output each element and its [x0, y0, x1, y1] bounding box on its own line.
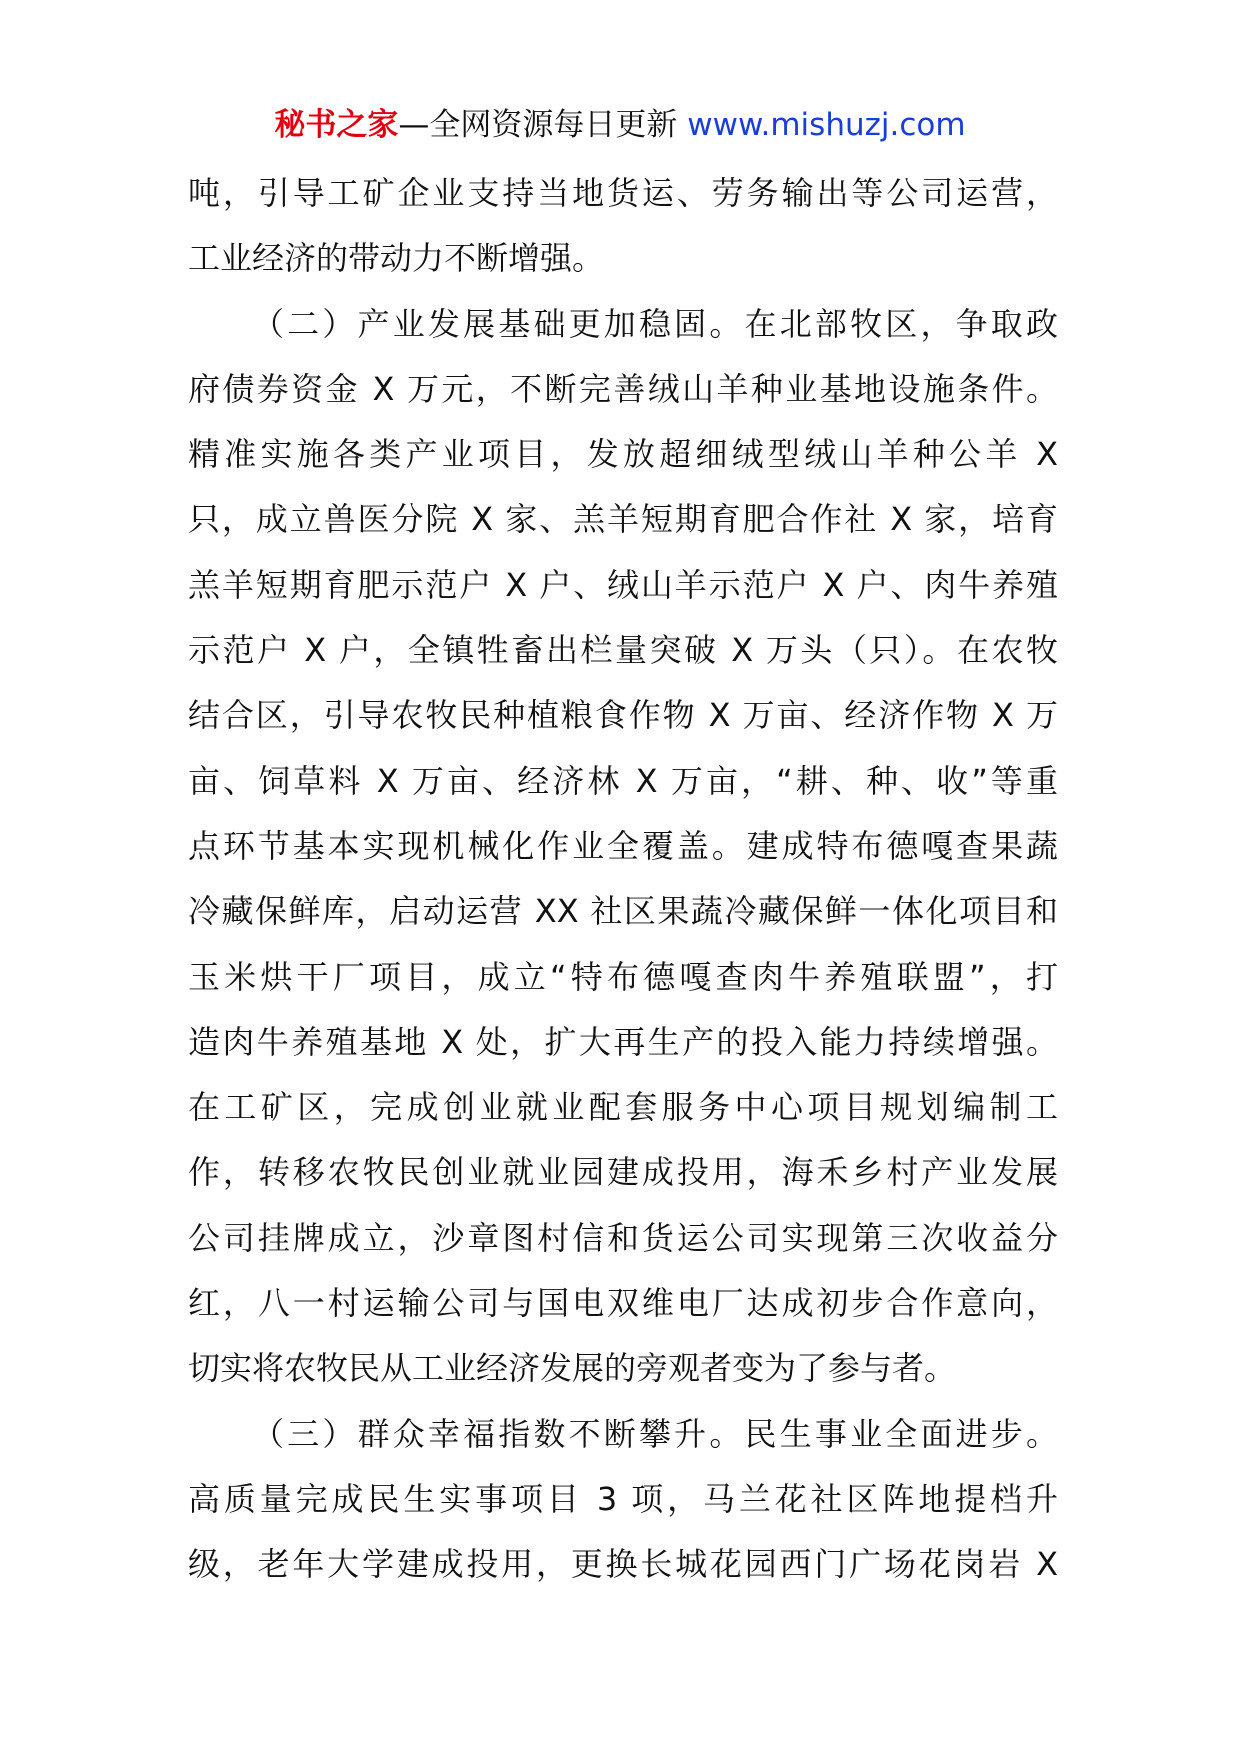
text-line: 公司挂牌成立，沙章图村信和货运公司实现第三次收益分 [188, 1218, 1058, 1257]
document-body [188, 161, 1058, 1598]
site-header [0, 100, 1240, 150]
text-line: 冷藏保鲜库，启动运营 XX 社区果蔬冷藏保鲜一体化项目和 [188, 892, 1058, 931]
text-line: 示范户 X 户，全镇牲畜出栏量突破 X 万头（只）。在农牧 [188, 631, 1058, 670]
site-url-link[interactable]: www.mishuzj.com [687, 107, 966, 143]
text-line: 工业经济的带动力不断增强。 [188, 239, 605, 278]
section-heading-line: （二）产业发展基础更加稳固。在北部牧区，争取政 [252, 304, 1058, 343]
text-line: 精准实施各类产业项目，发放超细绒型绒山羊种公羊 X [188, 435, 1058, 474]
site-brand: 秘书之家 [274, 107, 399, 143]
text-line: 亩、饲草料 X 万亩、经济林 X 万亩，“耕、种、收”等重 [188, 761, 1058, 800]
text-line: 级，老年大学建成投用，更换长城花园西门广场花岗岩 X [188, 1545, 1058, 1584]
site-slogan: —全网资源每日更新 [398, 107, 688, 143]
text-line: 结合区，引导农牧民种植粮食作物 X 万亩、经济作物 X 万 [188, 696, 1058, 735]
text-line: 玉米烘干厂项目，成立“特布德嘎查肉牛养殖联盟”，打 [188, 957, 1058, 996]
text-line: 作，转移农牧民创业就业园建成投用，海禾乡村产业发展 [188, 1153, 1058, 1192]
text-line: 高质量完成民生实事项目 3 项，马兰花社区阵地提档升 [188, 1479, 1058, 1518]
text-line: 造肉牛养殖基地 X 处，扩大再生产的投入能力持续增强。 [188, 1022, 1058, 1061]
text-line: 羔羊短期育肥示范户 X 户、绒山羊示范户 X 户、肉牛养殖 [188, 565, 1058, 604]
text-line: 府债券资金 X 万元，不断完善绒山羊种业基地设施条件。 [188, 369, 1058, 408]
text-line: 红，八一村运输公司与国电双维电厂达成初步合作意向， [188, 1284, 1058, 1323]
text-line: 点环节基本实现机械化作业全覆盖。建成特布德嘎查果蔬 [188, 826, 1058, 865]
section-heading-line: （三）群众幸福指数不断攀升。民生事业全面进步。 [252, 1414, 1058, 1453]
text-line: 吨，引导工矿企业支持当地货运、劳务输出等公司运营， [188, 174, 1058, 212]
text-line: 只，成立兽医分院 X 家、羔羊短期育肥合作社 X 家，培育 [188, 500, 1058, 539]
text-line: 在工矿区，完成创业就业配套服务中心项目规划编制工 [188, 1088, 1058, 1127]
text-line: 切实将农牧民从工业经济发展的旁观者变为了参与者。 [188, 1349, 957, 1388]
